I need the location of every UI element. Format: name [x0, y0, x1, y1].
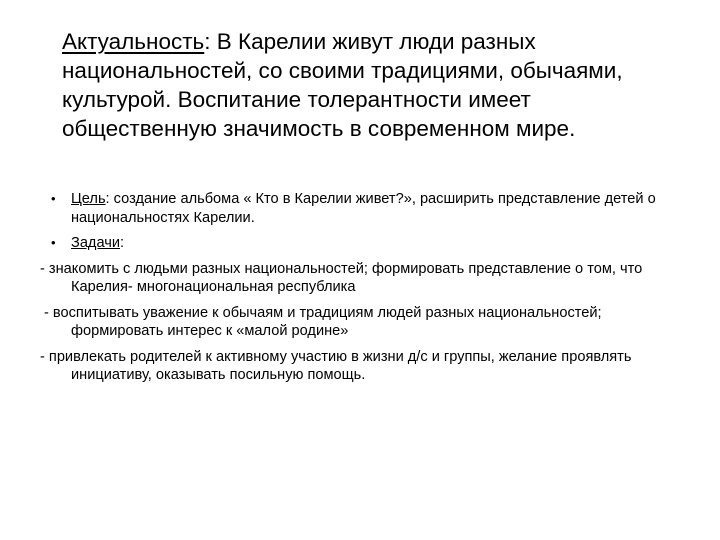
bullet-goal	[40, 190, 690, 227]
slide-heading	[62, 27, 682, 143]
bullet-tasks	[40, 234, 690, 253]
task-item-1: - знакомить с людьми разных национальностей; формировать представление о том, что Карелия- многонациональная республика	[40, 260, 643, 295]
slide-body	[40, 190, 690, 392]
tasks-text: :	[120, 235, 125, 251]
tasks-term: Задачи	[71, 235, 120, 251]
bullet-marker: •	[51, 235, 56, 250]
heading-text: : В Карелии живут люди разных национальностей, со своими традициями, обычаями, культурой. Воспитание толерантности имеет общественную значимость в современном мире.	[62, 29, 623, 141]
bullet-marker: •	[51, 191, 56, 206]
task-item-3: - привлекать родителей к активному участию в жизни д/с и группы, желание проявлять инициативу, оказывать посильную помощь.	[40, 348, 632, 383]
task-item-2: - воспитывать уважение к обычаям и традициям людей разных национальностей; формировать интерес к «малой родине»	[44, 304, 602, 339]
goal-term: Цель	[71, 191, 106, 207]
heading-term: Актуальность	[62, 29, 205, 54]
goal-text: : создание альбома « Кто в Карелии живет?», расширить представление детей о национальностях Карелии.	[71, 191, 656, 226]
